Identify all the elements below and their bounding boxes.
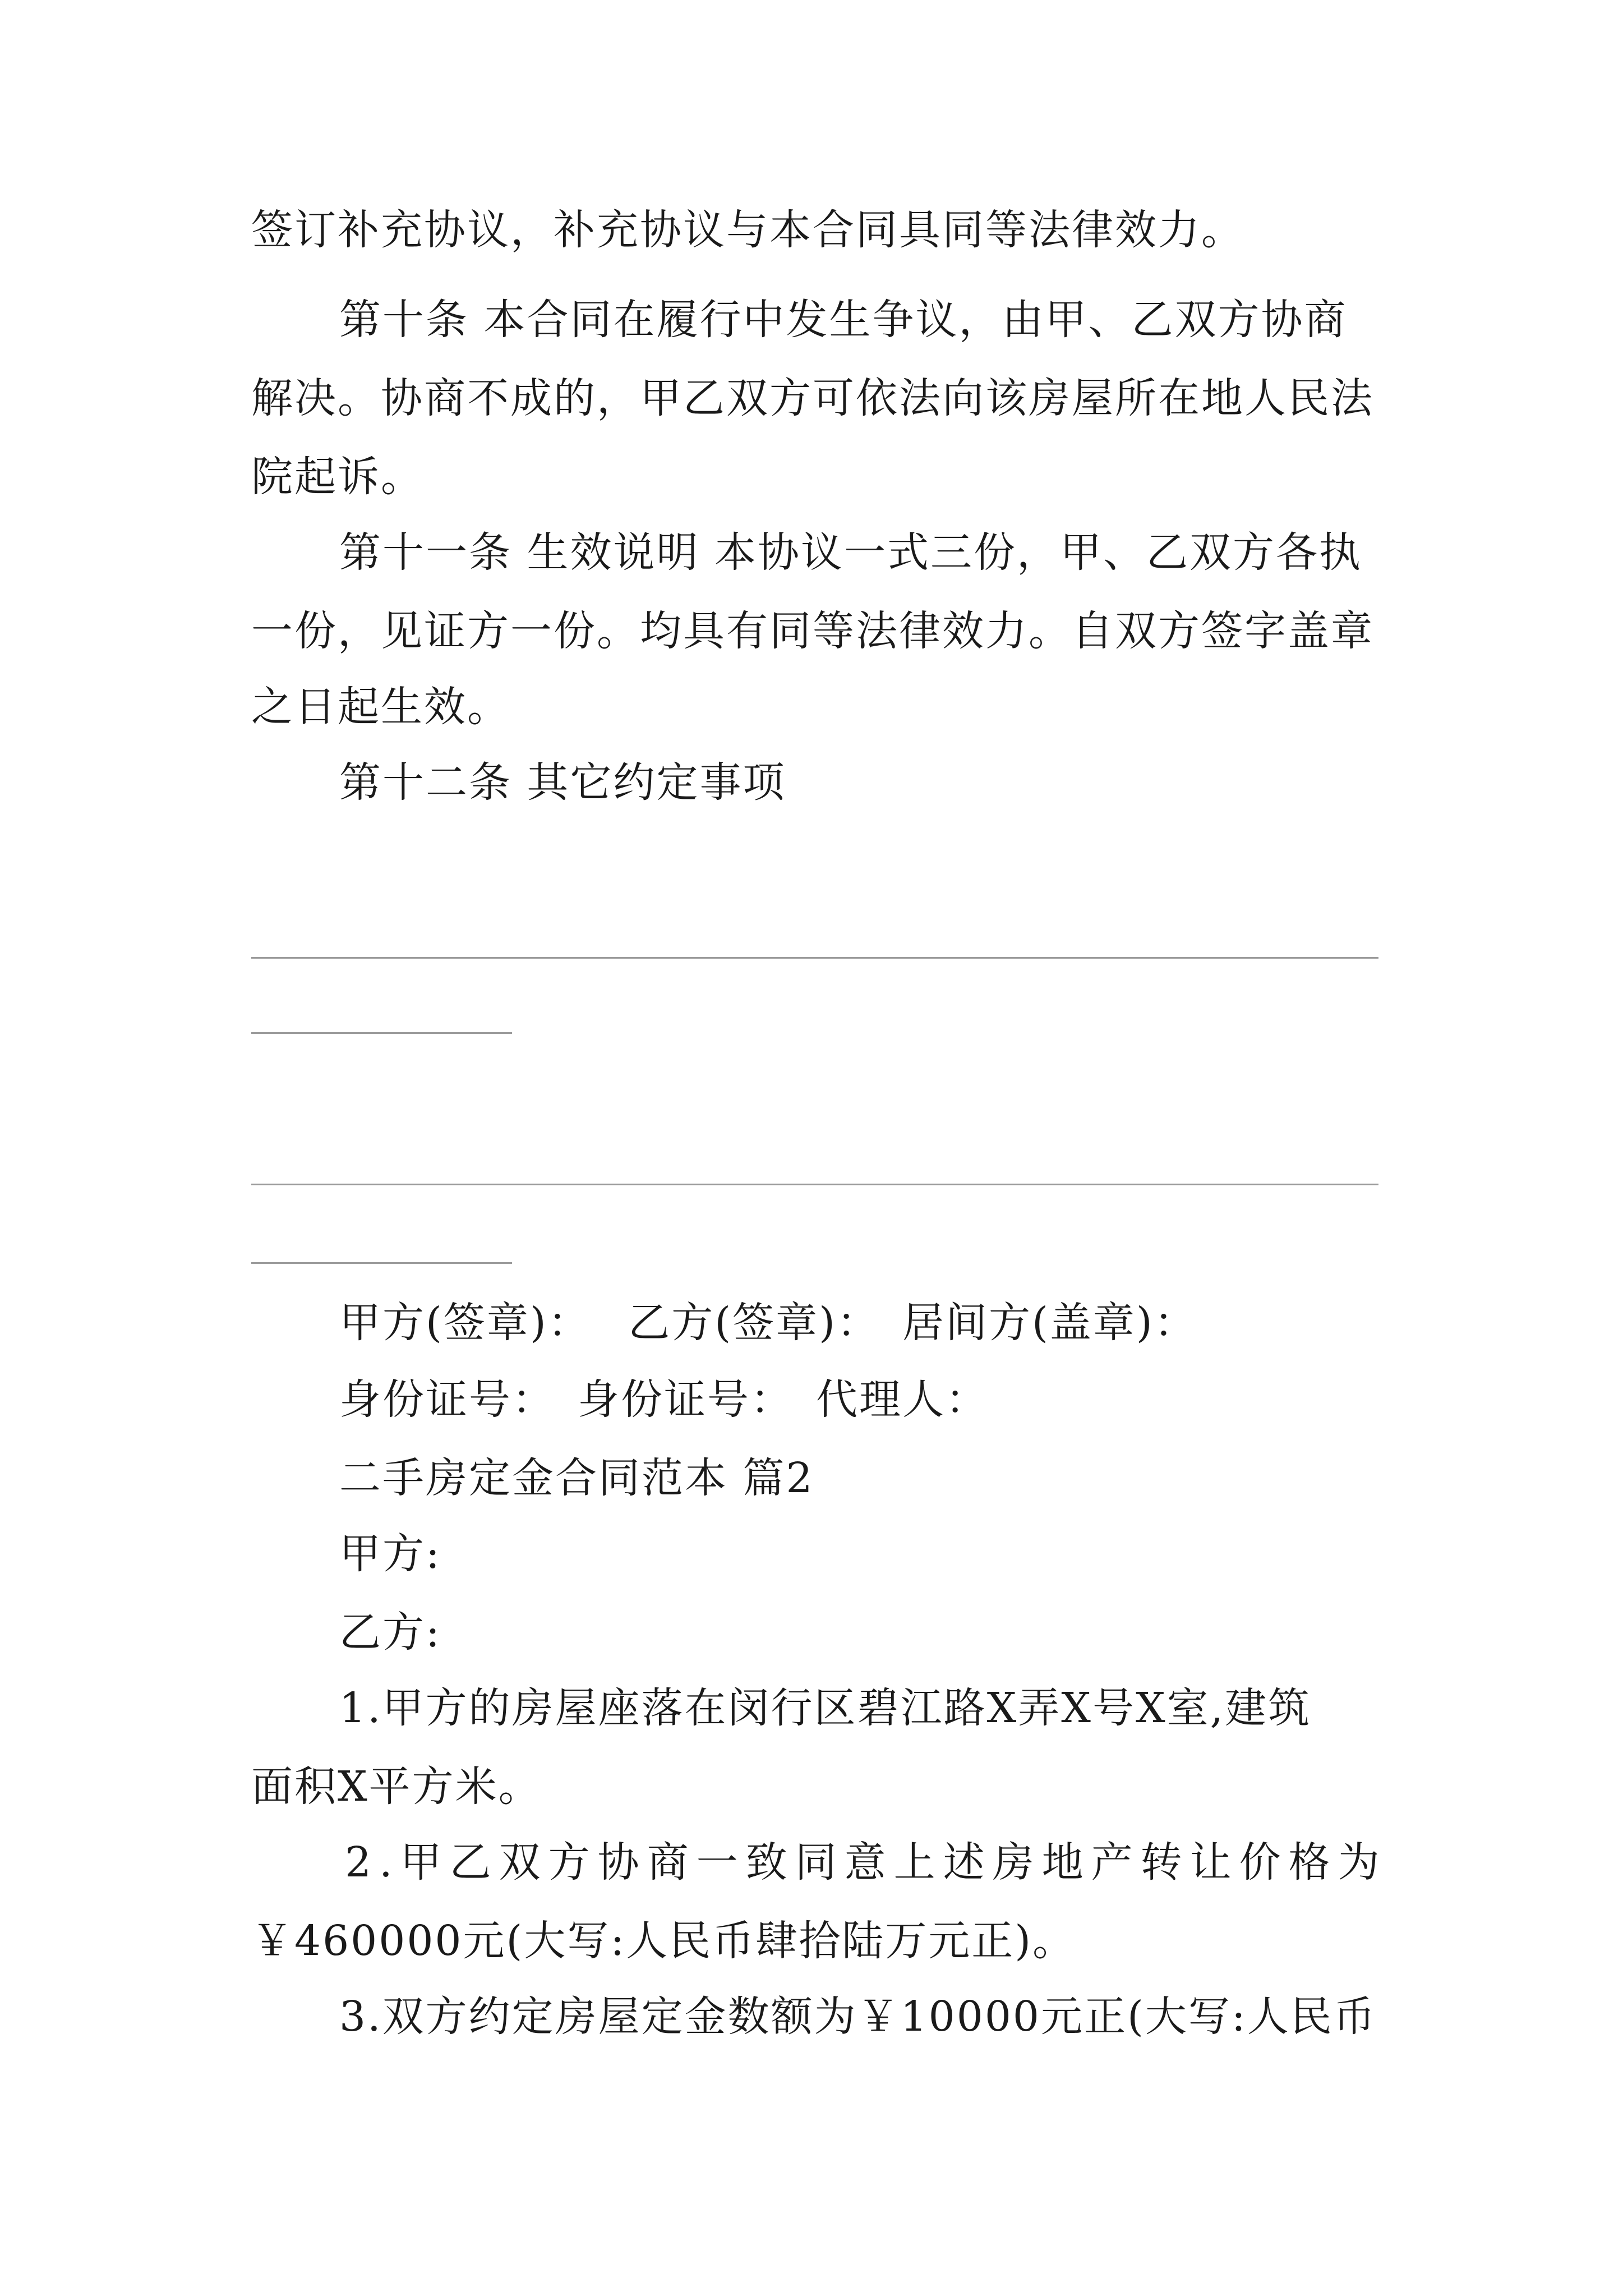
clause-2-line: 2.甲乙双方协商一致同意上述房地产转让价格为 bbox=[345, 1838, 1387, 1887]
paragraph-line: ￥460000元(大写:人民币肆拾陆万元正)。 bbox=[251, 1917, 1076, 1965]
paragraph-line: 签订补充协议，补充协议与本合同具同等法律效力。 bbox=[251, 206, 1244, 254]
article-11-heading-line: 第十一条 生效说明 本协议一式三份，甲、乙双方各执 bbox=[339, 528, 1363, 577]
paragraph-line: 一份，见证方一份。均具有同等法律效力。自双方签字盖章 bbox=[251, 607, 1374, 655]
blank-fill-line bbox=[251, 957, 1378, 959]
signature-line: 甲方(签章)： 乙方(签章)： 居间方(盖章)： bbox=[339, 1299, 1197, 1347]
paragraph-line: 院起诉。 bbox=[251, 453, 424, 501]
party-a-line: 甲方: bbox=[339, 1530, 441, 1578]
paragraph-line: 面积X平方米。 bbox=[251, 1763, 542, 1811]
paragraph-line: 之日起生效。 bbox=[251, 683, 510, 731]
blank-fill-line bbox=[251, 1184, 1378, 1185]
article-12-heading-line: 第十二条 其它约定事项 bbox=[339, 758, 786, 807]
paragraph-line: 解决。协商不成的，甲乙双方可依法向该房屋所在地人民法 bbox=[251, 374, 1374, 422]
blank-fill-line bbox=[251, 1032, 512, 1034]
id-number-line: 身份证号： 身份证号： 代理人： bbox=[339, 1375, 989, 1424]
blank-fill-line bbox=[251, 1262, 512, 1264]
clause-1-line: 1.甲方的房屋座落在闵行区碧江路X弄X号X室,建筑 bbox=[339, 1684, 1312, 1732]
clause-3-line: 3.双方约定房屋定金数额为￥10000元正(大写:人民币 bbox=[339, 1993, 1377, 2041]
article-10-heading-line: 第十条 本合同在履行中发生争议，由甲、乙双方协商 bbox=[339, 296, 1348, 344]
party-b-line: 乙方: bbox=[339, 1608, 441, 1657]
section-title: 二手房定金合同范本 篇2 bbox=[339, 1454, 814, 1502]
